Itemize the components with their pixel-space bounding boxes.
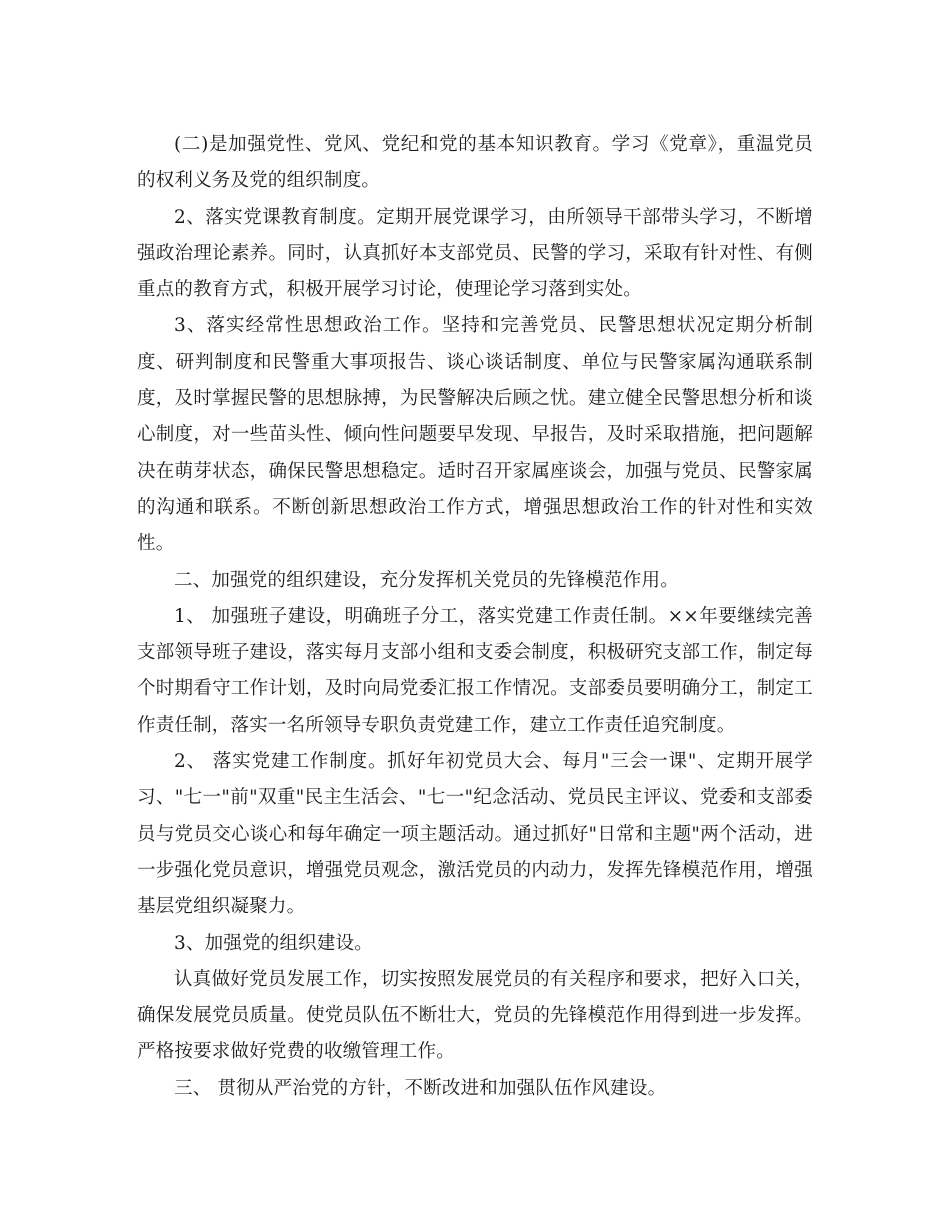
paragraph-party-lecture-system: 2、落实党课教育制度。定期开展党课学习，由所领导干部带头学习，不断增强政治理论素养。同时，认真抓好本支部党员、民警的学习，采取有针对性、有侧重点的教育方式，积极开展学习讨论，使理论学习落到实处。 (137, 206, 813, 301)
subheading-organization-building: 3、加强党的组织建设。 (174, 932, 373, 954)
paragraph-ideological-work: 3、落实经常性思想政治工作。坚持和完善党员、民警思想状况定期分析制度、研判制度和民警重大事项报告、谈心谈话制度、单位与民警家属沟通联系制度，及时掌握民警的思想脉搏，为民警解决后顾之忧。建立健全民警思想分析和谈心制度，对一些苗头性、倾向性问题要早发现、早报告，及时采取措施，把问题解决在萌芽状态，确保民警思想稳定。适时召开家属座谈会，加强与党员、民警家属的沟通和联系。不断创新思想政治工作方式，增强思想政治工作的针对性和实效性。 (137, 315, 813, 555)
paragraph-leadership-team: 1、 加强班子建设，明确班子分工，落实党建工作责任制。××年要继续完善支部领导班子建设，落实每月支部小组和支委会制度，积极研究支部工作，制定每个时期看守工作计划，及时向局党委汇报工作情况。支部委员要明确分工，制定工作责任制，落实一名所领导专职负责党建工作，建立工作责任追究制度。 (137, 605, 813, 736)
section-heading-strict-governance: 三、 贯彻从严治党的方针，不断改进和加强队伍作风建设。 (174, 1077, 667, 1099)
section-heading-organization: 二、加强党的组织建设，充分发挥机关党员的先锋模范作用。 (174, 569, 679, 591)
document-body (137, 127, 813, 1107)
paragraph-study-party-constitution: (二)是加强党性、党风、党纪和党的基本知识教育。学习《党章》，重温党员的权利义务及党的组织制度。 (137, 134, 813, 192)
paragraph-member-development: 认真做好党员发展工作，切实按照发展党员的有关程序和要求，把好入口关，确保发展党员质量。使党员队伍不断壮大，党员的先锋模范作用得到进一步发挥。严格按要求做好党费的收缴管理工作。 (137, 968, 813, 1063)
paragraph-party-building-system: 2、 落实党建工作制度。抓好年初党员大会、每月"三会一课"、定期开展学习、"七一"前"双重"民主生活会、"七一"纪念活动、党员民主评议、党委和支部委员与党员交心谈心和每年确定一项主题活动。通过抓好"日常和主题"两个活动，进一步强化党员意识，增强党员观念，激活党员的内动力，发挥先锋模范作用，增强基层党组织凝聚力。 (137, 751, 813, 918)
